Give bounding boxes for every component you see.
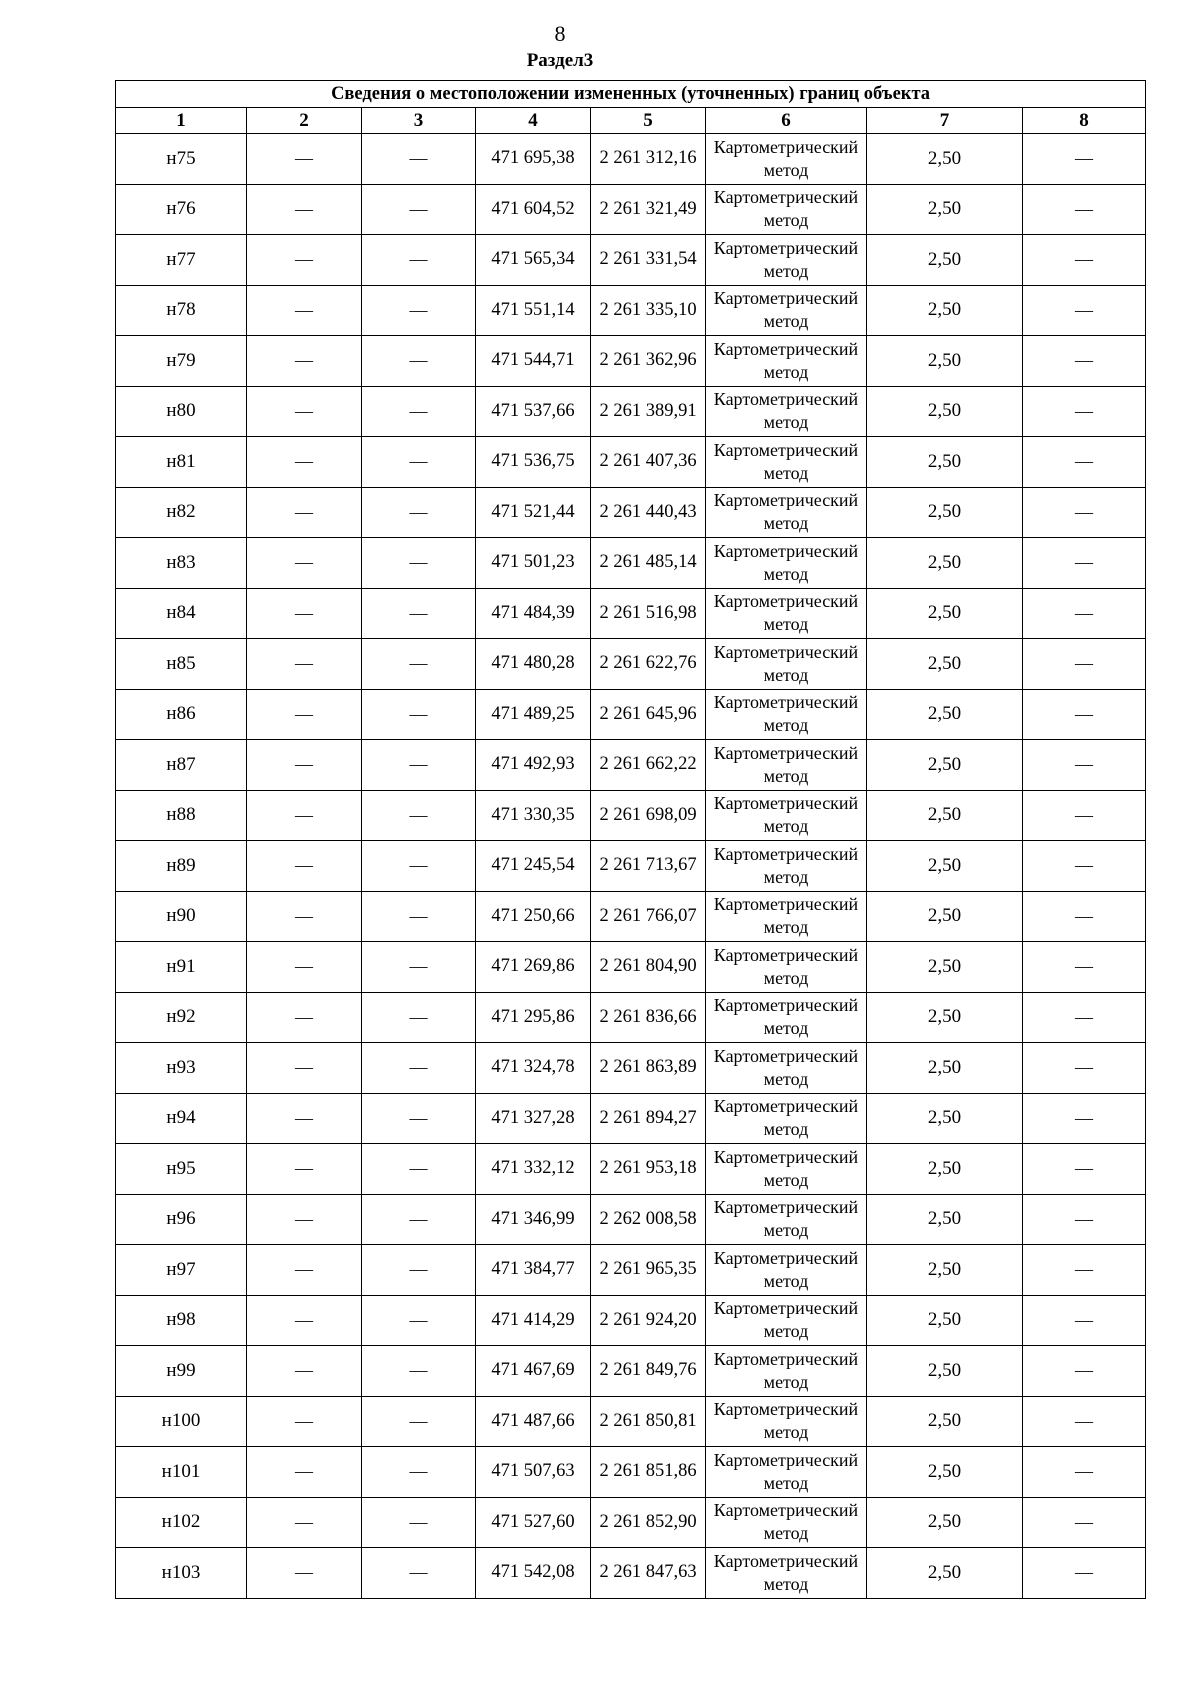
col2-cell: — xyxy=(247,942,362,993)
col3-cell: — xyxy=(362,992,476,1043)
col3-cell: — xyxy=(362,235,476,286)
col2-cell: — xyxy=(247,1043,362,1094)
y-coordinate-cell: 2 261 894,27 xyxy=(591,1093,706,1144)
method-cell: Картометрический метод xyxy=(706,588,867,639)
x-coordinate-cell: 471 332,12 xyxy=(476,1144,591,1195)
table-row xyxy=(116,588,1146,639)
point-id-cell: н88 xyxy=(116,790,247,841)
y-coordinate-cell: 2 261 645,96 xyxy=(591,689,706,740)
table-row xyxy=(116,790,1146,841)
point-id-cell: н87 xyxy=(116,740,247,791)
col2-cell: — xyxy=(247,235,362,286)
y-coordinate-cell: 2 261 851,86 xyxy=(591,1447,706,1498)
table-row xyxy=(116,1043,1146,1094)
column-header-2: 2 xyxy=(247,108,362,134)
col3-cell: — xyxy=(362,487,476,538)
accuracy-cell: 2,50 xyxy=(867,740,1023,791)
point-id-cell: н99 xyxy=(116,1346,247,1397)
point-id-cell: н89 xyxy=(116,841,247,892)
point-id-cell: н91 xyxy=(116,942,247,993)
col8-cell: — xyxy=(1023,639,1146,690)
method-cell: Картометрический метод xyxy=(706,336,867,387)
point-id-cell: н97 xyxy=(116,1245,247,1296)
x-coordinate-cell: 471 551,14 xyxy=(476,285,591,336)
col8-cell: — xyxy=(1023,285,1146,336)
x-coordinate-cell: 471 536,75 xyxy=(476,437,591,488)
method-cell: Картометрический метод xyxy=(706,1295,867,1346)
column-header-6: 6 xyxy=(706,108,867,134)
accuracy-cell: 2,50 xyxy=(867,639,1023,690)
col8-cell: — xyxy=(1023,891,1146,942)
column-header-4: 4 xyxy=(476,108,591,134)
y-coordinate-cell: 2 261 516,98 xyxy=(591,588,706,639)
x-coordinate-cell: 471 480,28 xyxy=(476,639,591,690)
method-cell: Картометрический метод xyxy=(706,235,867,286)
col3-cell: — xyxy=(362,538,476,589)
x-coordinate-cell: 471 501,23 xyxy=(476,538,591,589)
col3-cell: — xyxy=(362,841,476,892)
y-coordinate-cell: 2 261 622,76 xyxy=(591,639,706,690)
method-cell: Картометрический метод xyxy=(706,1093,867,1144)
col3-cell: — xyxy=(362,639,476,690)
x-coordinate-cell: 471 489,25 xyxy=(476,689,591,740)
x-coordinate-cell: 471 492,93 xyxy=(476,740,591,791)
boundary-coordinates-table xyxy=(115,80,1146,1599)
x-coordinate-cell: 471 527,60 xyxy=(476,1497,591,1548)
accuracy-cell: 2,50 xyxy=(867,134,1023,185)
col2-cell: — xyxy=(247,1497,362,1548)
table-row xyxy=(116,184,1146,235)
x-coordinate-cell: 471 346,99 xyxy=(476,1194,591,1245)
table-row xyxy=(116,1548,1146,1599)
accuracy-cell: 2,50 xyxy=(867,285,1023,336)
col2-cell: — xyxy=(247,285,362,336)
col2-cell: — xyxy=(247,588,362,639)
table-row xyxy=(116,1245,1146,1296)
x-coordinate-cell: 471 269,86 xyxy=(476,942,591,993)
method-cell: Картометрический метод xyxy=(706,841,867,892)
y-coordinate-cell: 2 261 924,20 xyxy=(591,1295,706,1346)
col3-cell: — xyxy=(362,1497,476,1548)
column-header-3: 3 xyxy=(362,108,476,134)
point-id-cell: н75 xyxy=(116,134,247,185)
col8-cell: — xyxy=(1023,1245,1146,1296)
col8-cell: — xyxy=(1023,487,1146,538)
col8-cell: — xyxy=(1023,386,1146,437)
y-coordinate-cell: 2 261 852,90 xyxy=(591,1497,706,1548)
point-id-cell: н101 xyxy=(116,1447,247,1498)
col3-cell: — xyxy=(362,1043,476,1094)
section-title: Раздел3 xyxy=(526,50,594,71)
col3-cell: — xyxy=(362,1245,476,1296)
col8-cell: — xyxy=(1023,1295,1146,1346)
y-coordinate-cell: 2 261 312,16 xyxy=(591,134,706,185)
accuracy-cell: 2,50 xyxy=(867,1447,1023,1498)
col2-cell: — xyxy=(247,184,362,235)
col8-cell: — xyxy=(1023,740,1146,791)
point-id-cell: н82 xyxy=(116,487,247,538)
point-id-cell: н95 xyxy=(116,1144,247,1195)
col8-cell: — xyxy=(1023,134,1146,185)
col2-cell: — xyxy=(247,689,362,740)
col8-cell: — xyxy=(1023,689,1146,740)
col8-cell: — xyxy=(1023,841,1146,892)
table-row xyxy=(116,336,1146,387)
col3-cell: — xyxy=(362,1548,476,1599)
col2-cell: — xyxy=(247,1396,362,1447)
table-row xyxy=(116,538,1146,589)
method-cell: Картометрический метод xyxy=(706,740,867,791)
col8-cell: — xyxy=(1023,235,1146,286)
col3-cell: — xyxy=(362,285,476,336)
x-coordinate-cell: 471 250,66 xyxy=(476,891,591,942)
col8-cell: — xyxy=(1023,437,1146,488)
col2-cell: — xyxy=(247,740,362,791)
method-cell: Картометрический метод xyxy=(706,1447,867,1498)
col3-cell: — xyxy=(362,790,476,841)
col8-cell: — xyxy=(1023,336,1146,387)
y-coordinate-cell: 2 262 008,58 xyxy=(591,1194,706,1245)
col3-cell: — xyxy=(362,437,476,488)
accuracy-cell: 2,50 xyxy=(867,992,1023,1043)
col8-cell: — xyxy=(1023,1144,1146,1195)
accuracy-cell: 2,50 xyxy=(867,891,1023,942)
point-id-cell: н94 xyxy=(116,1093,247,1144)
x-coordinate-cell: 471 414,29 xyxy=(476,1295,591,1346)
x-coordinate-cell: 471 384,77 xyxy=(476,1245,591,1296)
col3-cell: — xyxy=(362,336,476,387)
point-id-cell: н102 xyxy=(116,1497,247,1548)
table-row xyxy=(116,487,1146,538)
table-row xyxy=(116,1295,1146,1346)
x-coordinate-cell: 471 542,08 xyxy=(476,1548,591,1599)
point-id-cell: н77 xyxy=(116,235,247,286)
col2-cell: — xyxy=(247,1144,362,1195)
point-id-cell: н103 xyxy=(116,1548,247,1599)
col2-cell: — xyxy=(247,992,362,1043)
x-coordinate-cell: 471 604,52 xyxy=(476,184,591,235)
table-row xyxy=(116,992,1146,1043)
col3-cell: — xyxy=(362,1396,476,1447)
accuracy-cell: 2,50 xyxy=(867,336,1023,387)
accuracy-cell: 2,50 xyxy=(867,588,1023,639)
col3-cell: — xyxy=(362,1144,476,1195)
col2-cell: — xyxy=(247,1346,362,1397)
page-number: 8 xyxy=(554,21,566,46)
col2-cell: — xyxy=(247,1194,362,1245)
col2-cell: — xyxy=(247,386,362,437)
col8-cell: — xyxy=(1023,790,1146,841)
method-cell: Картометрический метод xyxy=(706,1043,867,1094)
col3-cell: — xyxy=(362,386,476,437)
table-row xyxy=(116,891,1146,942)
col3-cell: — xyxy=(362,740,476,791)
point-id-cell: н90 xyxy=(116,891,247,942)
x-coordinate-cell: 471 507,63 xyxy=(476,1447,591,1498)
table-row xyxy=(116,285,1146,336)
x-coordinate-cell: 471 467,69 xyxy=(476,1346,591,1397)
point-id-cell: н78 xyxy=(116,285,247,336)
col8-cell: — xyxy=(1023,1093,1146,1144)
method-cell: Картометрический метод xyxy=(706,1194,867,1245)
column-header-7: 7 xyxy=(867,108,1023,134)
y-coordinate-cell: 2 261 331,54 xyxy=(591,235,706,286)
col3-cell: — xyxy=(362,134,476,185)
accuracy-cell: 2,50 xyxy=(867,942,1023,993)
col2-cell: — xyxy=(247,487,362,538)
accuracy-cell: 2,50 xyxy=(867,487,1023,538)
col8-cell: — xyxy=(1023,1548,1146,1599)
table-row xyxy=(116,1497,1146,1548)
col8-cell: — xyxy=(1023,1396,1146,1447)
table-row xyxy=(116,386,1146,437)
point-id-cell: н81 xyxy=(116,437,247,488)
y-coordinate-cell: 2 261 863,89 xyxy=(591,1043,706,1094)
y-coordinate-cell: 2 261 766,07 xyxy=(591,891,706,942)
method-cell: Картометрический метод xyxy=(706,487,867,538)
col8-cell: — xyxy=(1023,588,1146,639)
method-cell: Картометрический метод xyxy=(706,1346,867,1397)
accuracy-cell: 2,50 xyxy=(867,184,1023,235)
col2-cell: — xyxy=(247,639,362,690)
x-coordinate-cell: 471 327,28 xyxy=(476,1093,591,1144)
table-row xyxy=(116,1447,1146,1498)
y-coordinate-cell: 2 261 804,90 xyxy=(591,942,706,993)
accuracy-cell: 2,50 xyxy=(867,1548,1023,1599)
table-row xyxy=(116,1194,1146,1245)
table-body xyxy=(116,134,1146,1599)
method-cell: Картометрический метод xyxy=(706,1396,867,1447)
method-cell: Картометрический метод xyxy=(706,437,867,488)
col8-cell: — xyxy=(1023,1447,1146,1498)
table-row xyxy=(116,942,1146,993)
col8-cell: — xyxy=(1023,1043,1146,1094)
col3-cell: — xyxy=(362,942,476,993)
accuracy-cell: 2,50 xyxy=(867,790,1023,841)
x-coordinate-cell: 471 295,86 xyxy=(476,992,591,1043)
col2-cell: — xyxy=(247,790,362,841)
accuracy-cell: 2,50 xyxy=(867,1144,1023,1195)
col8-cell: — xyxy=(1023,1346,1146,1397)
col3-cell: — xyxy=(362,184,476,235)
y-coordinate-cell: 2 261 698,09 xyxy=(591,790,706,841)
y-coordinate-cell: 2 261 321,49 xyxy=(591,184,706,235)
method-cell: Картометрический метод xyxy=(706,1497,867,1548)
y-coordinate-cell: 2 261 836,66 xyxy=(591,992,706,1043)
col2-cell: — xyxy=(247,1245,362,1296)
col8-cell: — xyxy=(1023,942,1146,993)
table-row xyxy=(116,639,1146,690)
point-id-cell: н83 xyxy=(116,538,247,589)
accuracy-cell: 2,50 xyxy=(867,689,1023,740)
col8-cell: — xyxy=(1023,1194,1146,1245)
y-coordinate-cell: 2 261 849,76 xyxy=(591,1346,706,1397)
method-cell: Картометрический метод xyxy=(706,285,867,336)
table-row xyxy=(116,134,1146,185)
col2-cell: — xyxy=(247,538,362,589)
y-coordinate-cell: 2 261 389,91 xyxy=(591,386,706,437)
col2-cell: — xyxy=(247,1447,362,1498)
method-cell: Картометрический метод xyxy=(706,639,867,690)
accuracy-cell: 2,50 xyxy=(867,841,1023,892)
table-row xyxy=(116,235,1146,286)
method-cell: Картометрический метод xyxy=(706,891,867,942)
col2-cell: — xyxy=(247,891,362,942)
col3-cell: — xyxy=(362,1194,476,1245)
method-cell: Картометрический метод xyxy=(706,386,867,437)
point-id-cell: н76 xyxy=(116,184,247,235)
col3-cell: — xyxy=(362,689,476,740)
accuracy-cell: 2,50 xyxy=(867,1497,1023,1548)
col3-cell: — xyxy=(362,891,476,942)
point-id-cell: н96 xyxy=(116,1194,247,1245)
x-coordinate-cell: 471 537,66 xyxy=(476,386,591,437)
y-coordinate-cell: 2 261 713,67 xyxy=(591,841,706,892)
x-coordinate-cell: 471 487,66 xyxy=(476,1396,591,1447)
accuracy-cell: 2,50 xyxy=(867,1245,1023,1296)
accuracy-cell: 2,50 xyxy=(867,235,1023,286)
method-cell: Картометрический метод xyxy=(706,1548,867,1599)
y-coordinate-cell: 2 261 485,14 xyxy=(591,538,706,589)
point-id-cell: н98 xyxy=(116,1295,247,1346)
y-coordinate-cell: 2 261 850,81 xyxy=(591,1396,706,1447)
point-id-cell: н79 xyxy=(116,336,247,387)
point-id-cell: н80 xyxy=(116,386,247,437)
accuracy-cell: 2,50 xyxy=(867,1346,1023,1397)
col8-cell: — xyxy=(1023,538,1146,589)
method-cell: Картометрический метод xyxy=(706,689,867,740)
method-cell: Картометрический метод xyxy=(706,538,867,589)
table-row xyxy=(116,689,1146,740)
accuracy-cell: 2,50 xyxy=(867,1194,1023,1245)
y-coordinate-cell: 2 261 847,63 xyxy=(591,1548,706,1599)
column-header-8: 8 xyxy=(1023,108,1146,134)
x-coordinate-cell: 471 245,54 xyxy=(476,841,591,892)
method-cell: Картометрический метод xyxy=(706,790,867,841)
accuracy-cell: 2,50 xyxy=(867,437,1023,488)
col2-cell: — xyxy=(247,437,362,488)
method-cell: Картометрический метод xyxy=(706,134,867,185)
point-id-cell: н100 xyxy=(116,1396,247,1447)
method-cell: Картометрический метод xyxy=(706,942,867,993)
method-cell: Картометрический метод xyxy=(706,1144,867,1195)
method-cell: Картометрический метод xyxy=(706,1245,867,1296)
accuracy-cell: 2,50 xyxy=(867,538,1023,589)
col3-cell: — xyxy=(362,1093,476,1144)
col8-cell: — xyxy=(1023,992,1146,1043)
y-coordinate-cell: 2 261 662,22 xyxy=(591,740,706,791)
col2-cell: — xyxy=(247,134,362,185)
x-coordinate-cell: 471 544,71 xyxy=(476,336,591,387)
x-coordinate-cell: 471 484,39 xyxy=(476,588,591,639)
col3-cell: — xyxy=(362,1346,476,1397)
accuracy-cell: 2,50 xyxy=(867,1093,1023,1144)
method-cell: Картометрический метод xyxy=(706,184,867,235)
table-row xyxy=(116,437,1146,488)
point-id-cell: н92 xyxy=(116,992,247,1043)
col2-cell: — xyxy=(247,336,362,387)
accuracy-cell: 2,50 xyxy=(867,1396,1023,1447)
accuracy-cell: 2,50 xyxy=(867,1043,1023,1094)
col2-cell: — xyxy=(247,841,362,892)
x-coordinate-cell: 471 324,78 xyxy=(476,1043,591,1094)
x-coordinate-cell: 471 330,35 xyxy=(476,790,591,841)
col2-cell: — xyxy=(247,1093,362,1144)
accuracy-cell: 2,50 xyxy=(867,386,1023,437)
table-caption: Сведения о местоположении измененных (уточненных) границ объекта xyxy=(116,81,1146,108)
x-coordinate-cell: 471 521,44 xyxy=(476,487,591,538)
method-cell: Картометрический метод xyxy=(706,992,867,1043)
y-coordinate-cell: 2 261 965,35 xyxy=(591,1245,706,1296)
col3-cell: — xyxy=(362,1447,476,1498)
y-coordinate-cell: 2 261 335,10 xyxy=(591,285,706,336)
x-coordinate-cell: 471 565,34 xyxy=(476,235,591,286)
table-row xyxy=(116,841,1146,892)
col3-cell: — xyxy=(362,1295,476,1346)
y-coordinate-cell: 2 261 407,36 xyxy=(591,437,706,488)
point-id-cell: н93 xyxy=(116,1043,247,1094)
point-id-cell: н85 xyxy=(116,639,247,690)
table-row xyxy=(116,1346,1146,1397)
column-header-1: 1 xyxy=(116,108,247,134)
table-row xyxy=(116,1396,1146,1447)
col2-cell: — xyxy=(247,1548,362,1599)
y-coordinate-cell: 2 261 362,96 xyxy=(591,336,706,387)
x-coordinate-cell: 471 695,38 xyxy=(476,134,591,185)
y-coordinate-cell: 2 261 953,18 xyxy=(591,1144,706,1195)
table-row xyxy=(116,1093,1146,1144)
col2-cell: — xyxy=(247,1295,362,1346)
table-row xyxy=(116,740,1146,791)
col8-cell: — xyxy=(1023,184,1146,235)
table-row xyxy=(116,1144,1146,1195)
point-id-cell: н84 xyxy=(116,588,247,639)
col3-cell: — xyxy=(362,588,476,639)
col8-cell: — xyxy=(1023,1497,1146,1548)
accuracy-cell: 2,50 xyxy=(867,1295,1023,1346)
point-id-cell: н86 xyxy=(116,689,247,740)
y-coordinate-cell: 2 261 440,43 xyxy=(591,487,706,538)
column-header-row xyxy=(116,108,1146,134)
column-header-5: 5 xyxy=(591,108,706,134)
